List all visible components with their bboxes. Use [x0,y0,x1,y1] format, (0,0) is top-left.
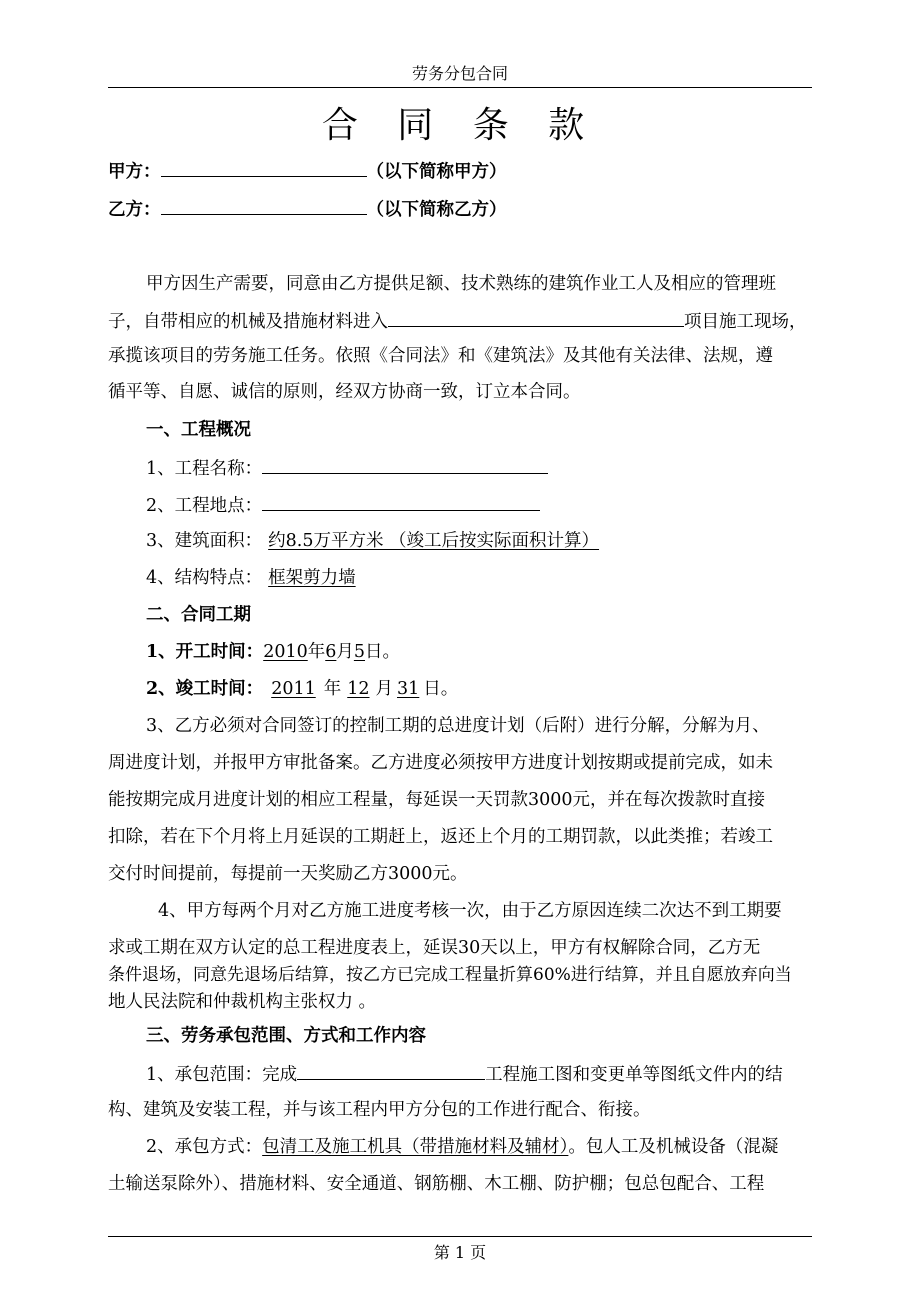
clause-2-4-line-1: 4、甲方每两个月对乙方施工进度考核一次，由于乙方原因连续二次达不到工期要 [158,901,782,921]
project-name-field[interactable] [262,453,548,474]
clause-2-4-line-4: 地人民法院和仲裁机构主张权力 。 [108,992,377,1012]
project-name-label: 1、工程名称： [146,459,263,479]
end-year-unit: 年 [323,679,342,699]
clause-2-3-line-1: 3、乙方必须对合同签订的控制工期的总进度计划（后附）进行分解，分解为月、 [146,716,770,736]
end-day-unit: 日。 [423,679,459,699]
mode-value: 包清工及施工机具（带措施材料及辅材） [262,1137,569,1157]
building-area-item [108,527,858,555]
structure-value: 框架剪力墙 [268,568,356,588]
start-month: 6 [325,642,337,662]
clause-2-3-line-2: 周进度计划，并报甲方审批备案。乙方进度必须按甲方进度计划按期或提前完成，如未 [108,753,773,773]
project-location-item [108,490,858,520]
end-month: 12 [347,679,370,699]
mode-line-2: 土输送泵除外）、措施材料、安全通道、钢筋棚、木工棚、防护棚；包总包配合、工程 [108,1174,765,1194]
intro-line-2-end: 项目施工现场， [684,312,807,332]
party-b-note: （以下简称乙方） [366,200,507,220]
scope-line-2: 构、建筑及安装工程，并与该工程内甲方分包的工作进行配合、衔接。 [108,1100,651,1120]
project-name-blank[interactable] [388,306,684,327]
party-b-line [108,194,820,224]
clause-2-4-line-3: 条件退场，同意先退场后结算，按乙方已完成工程量折算60%进行结算，并且自愿放弃向当 [108,965,792,985]
clause-2-4-line-2: 求或工期在双方认定的总工程进度表上，延误30天以上，甲方有权解除合同，乙方无 [108,938,761,958]
page-number: 第 1 页 [433,1243,487,1262]
structure-label: 4、结构特点： [146,568,263,588]
intro-line-2-start: 子，自带相应的机械及措施材料进入 [108,312,388,332]
end-year: 2011 [271,679,316,699]
intro-line-3: 承揽该项目的劳务施工任务。依照《合同法》和《建筑法》及其他有关法律、法规，遵 [108,346,773,366]
party-a-note: （以下简称甲方） [366,162,507,182]
start-date-label: 1、开工时间： [146,642,264,662]
party-b-blank[interactable] [161,194,367,215]
clause-2-3-line-3: 能按期完成月进度计划的相应工程量，每延误一天罚款3000元，并在每次拨款时直接 [108,790,766,810]
start-day: 5 [353,642,366,662]
start-year-unit: 年 [307,642,326,662]
intro-line-2 [108,306,820,336]
structure-item [108,564,858,592]
start-month-unit: 月 [336,642,354,662]
party-a-blank[interactable] [161,156,367,177]
end-date-item [108,675,858,703]
section-1-heading: 一、工程概况 [146,420,251,440]
mode-text: 。包人工及机械设备（混凝 [568,1137,779,1157]
party-a-line [108,156,820,186]
scope-text: 工程施工图和变更单等图纸文件内的结 [485,1065,783,1085]
intro-line-1: 甲方因生产需要，同意由乙方提供足额、技术熟练的建筑作业工人及相应的管理班 [146,274,776,294]
building-area-label: 3、建筑面积： [146,531,263,551]
end-month-unit: 月 [375,679,394,699]
party-b-label: 乙方： [108,200,161,220]
document-title: 合 同 条 款 [321,105,599,146]
clause-2-3-line-4: 扣除，若在下个月将上月延误的工期赶上，返还上个月的工期罚款，以此类推；若竣工 [108,827,773,847]
start-day-unit: 日。 [365,642,401,662]
scope-label: 1、承包范围：完成 [146,1065,298,1085]
start-date-item [108,638,858,666]
project-location-label: 2、工程地点： [146,496,263,516]
start-year: 2010 [263,642,308,662]
party-a-label: 甲方： [108,162,161,182]
building-area-value: 约8.5万平方米 （竣工后按实际面积计算） [268,531,600,551]
mode-line-1 [108,1133,858,1161]
project-location-field[interactable] [262,490,540,511]
header-rule [108,87,812,88]
intro-line-4: 循平等、自愿、诚信的原则，经双方协商一致，订立本合同。 [108,382,581,402]
project-name-item [108,453,858,483]
end-day: 31 [397,679,420,699]
page-header: 劳务分包合同 [411,64,508,83]
clause-2-3-line-5: 交付时间提前，每提前一天奖励乙方3000元。 [108,864,468,884]
scope-project-blank[interactable] [297,1059,485,1080]
footer-rule [108,1236,812,1237]
section-3-heading: 三、劳务承包范围、方式和工作内容 [146,1026,426,1046]
section-2-heading: 二、合同工期 [146,605,251,625]
end-date-label: 2、竣工时间： [146,679,264,699]
mode-label: 2、承包方式： [146,1137,263,1157]
scope-line-1 [108,1059,858,1089]
